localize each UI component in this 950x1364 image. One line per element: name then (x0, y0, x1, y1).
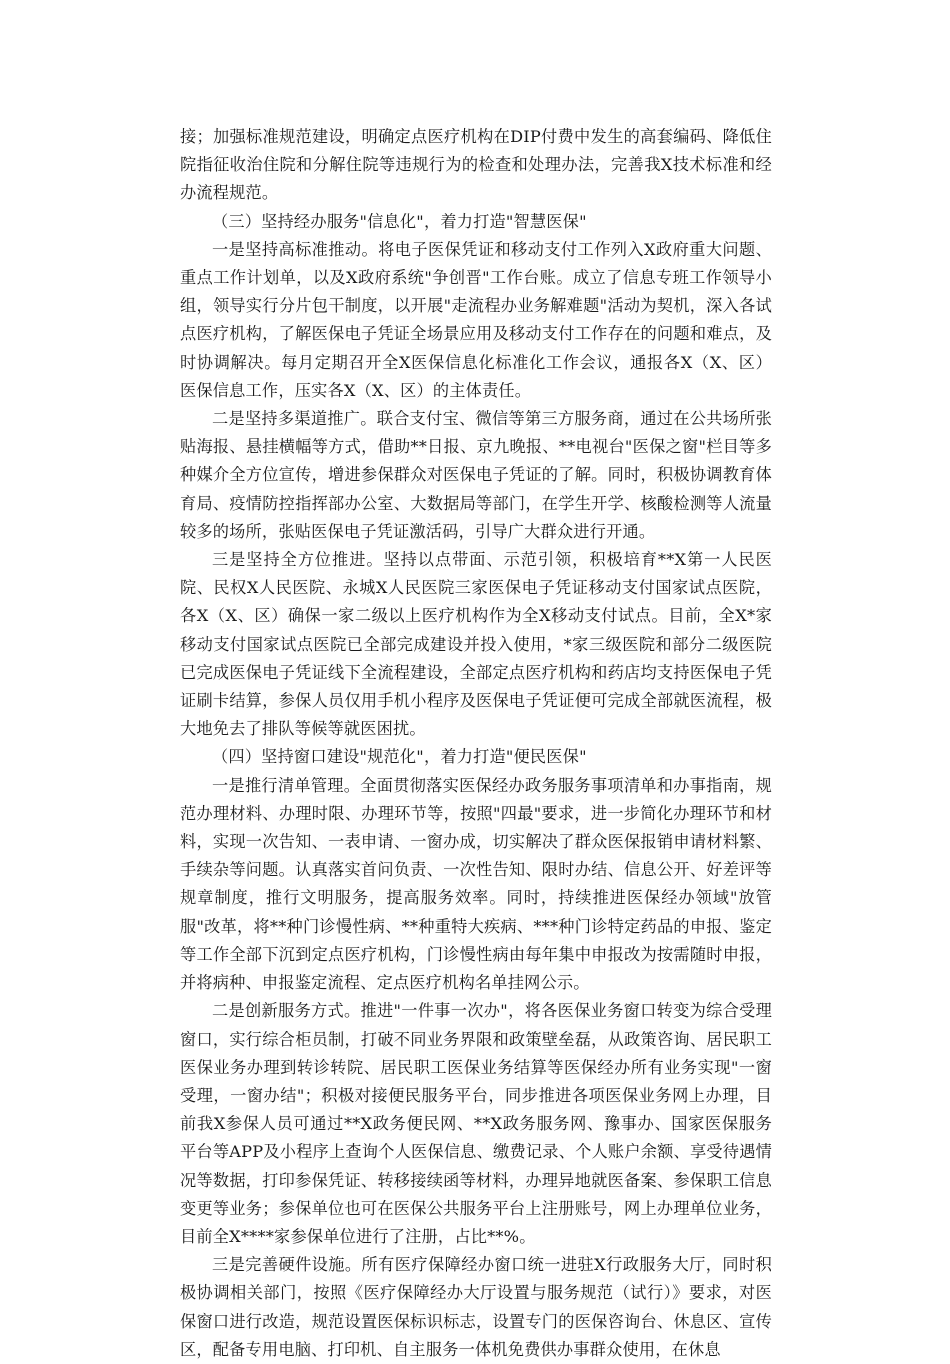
paragraph-checklist-management: 一是推行清单管理。全面贯彻落实医保经办政务服务事项清单和办事指南，规范办理材料、办理时限、办理环节等，按照"四最"要求，进一步简化办理环节和材料，实现一次告知、一表申请、一窗办成，切实解决了群众医保报销申请材料繁、手续杂等问题。认真落实首问负责、一次性告知、限时办结、信息公开、好差评等规章制度，推行文明服务，提高服务效率。同时，持续推进医保经办领域"放管服"改革，将**种门诊慢性病、**种重特大疾病、***种门诊特定药品的申报、鉴定等工作全部下沉到定点医疗机构，门诊慢性病由每年集中申报改为按需随时申报，并将病种、申报鉴定流程、定点医疗机构名单挂网公示。 (180, 775, 772, 993)
document-body (180, 123, 772, 1364)
paragraph-all-round: 三是坚持全方位推进。坚持以点带面、示范引领，积极培育**X第一人民医院、民权X人民医院、永城X人民医院三家医保电子凭证移动支付国家试点医院，各X（X、区）确保一家二级以上医疗机构作为全X移动支付试点。目前，全X*家移动支付国家试点医院已全部完成建设并投入使用，*家三级医院和部分二级医院已完成医保电子凭证线下全流程建设，全部定点医疗机构和药店均支持医保电子凭证刷卡结算，参保人员仅用手机小程序及医保电子凭证便可完成全部就医流程，极大地免去了排队等候等就医困扰。 (180, 550, 772, 739)
paragraph-continuation: 接；加强标准规范建设，明确定点医疗机构在DIP付费中发生的高套编码、降低住院指征收治住院和分解住院等违规行为的检查和处理办法，完善我X技术标准和经办流程规范。 (180, 127, 772, 203)
paragraph-service-innovation: 二是创新服务方式。推进"一件事一次办"，将各医保业务窗口转变为综合受理窗口，实行综合柜员制，打破不同业务界限和政策壁垒磊，从政策咨询、居民职工医保业务办理到转诊转院、居民职工医保业务结算等医保经办所有业务实现"一窗受理，一窗办结"；积极对接便民服务平台，同步推进各项医保业务网上办理，目前我X参保人员可通过**X政务便民网、**X政务服务网、豫事办、国家医保服务平台等APP及小程序上查询个人医保信息、缴费记录、个人账户余额、享受待遇情况等数据，打印参保凭证、转移接续函等材料，办理异地就医备案、参保职工信息变更等业务；参保单位也可在医保公共服务平台上注册账号，网上办理单位业务，目前全X****家参保单位进行了注册，占比**%。 (180, 1001, 772, 1246)
paragraph-high-standard: 一是坚持高标准推动。将电子医保凭证和移动支付工作列入X政府重大问题、重点工作计划单，以及X政府系统"争创晋"工作台账。成立了信息专班工作领导小组，领导实行分片包干制度，以开展"走流程办业务解难题"活动为契机，深入各试点医疗机构，了解医保电子凭证全场景应用及移动支付工作存在的问题和难点，及时协调解决。每月定期召开全X医保信息化标准化工作会议，通报各X（X、区）医保信息工作，压实各X（X、区）的主体责任。 (180, 239, 772, 400)
paragraph-multi-channel: 二是坚持多渠道推广。联合支付宝、微信等第三方服务商，通过在公共场所张贴海报、悬挂横幅等方式，借助**日报、京九晚报、**电视台"医保之窗"栏目等多种媒介全方位宣传，增进参保群众对医保电子凭证的了解。同时，积极协调教育体育局、疫情防控指挥部办公室、大数据局等部门，在学生开学、核酸检测等人流量较多的场所，张贴医保电子凭证激活码，引导广大群众进行开通。 (180, 409, 772, 541)
paragraph-hardware-facilities: 三是完善硬件设施。所有医疗保障经办窗口统一进驻X行政服务大厅，同时积极协调相关部门，按照《医疗保障经办大厅设置与服务规范（试行）》要求，对医保窗口进行改造，规范设置医保标识标志，设置专门的医保咨询台、休息区、宣传区，配备专用电脑、打印机、自主服务一体机免费供办事群众使用，在休息 (180, 1255, 772, 1359)
section-heading-3: （三）坚持经办服务"信息化"，着力打造"智慧医保" (212, 211, 587, 231)
section-heading-4: （四）坚持窗口建设"规范化"，着力打造"便民医保" (212, 747, 587, 767)
